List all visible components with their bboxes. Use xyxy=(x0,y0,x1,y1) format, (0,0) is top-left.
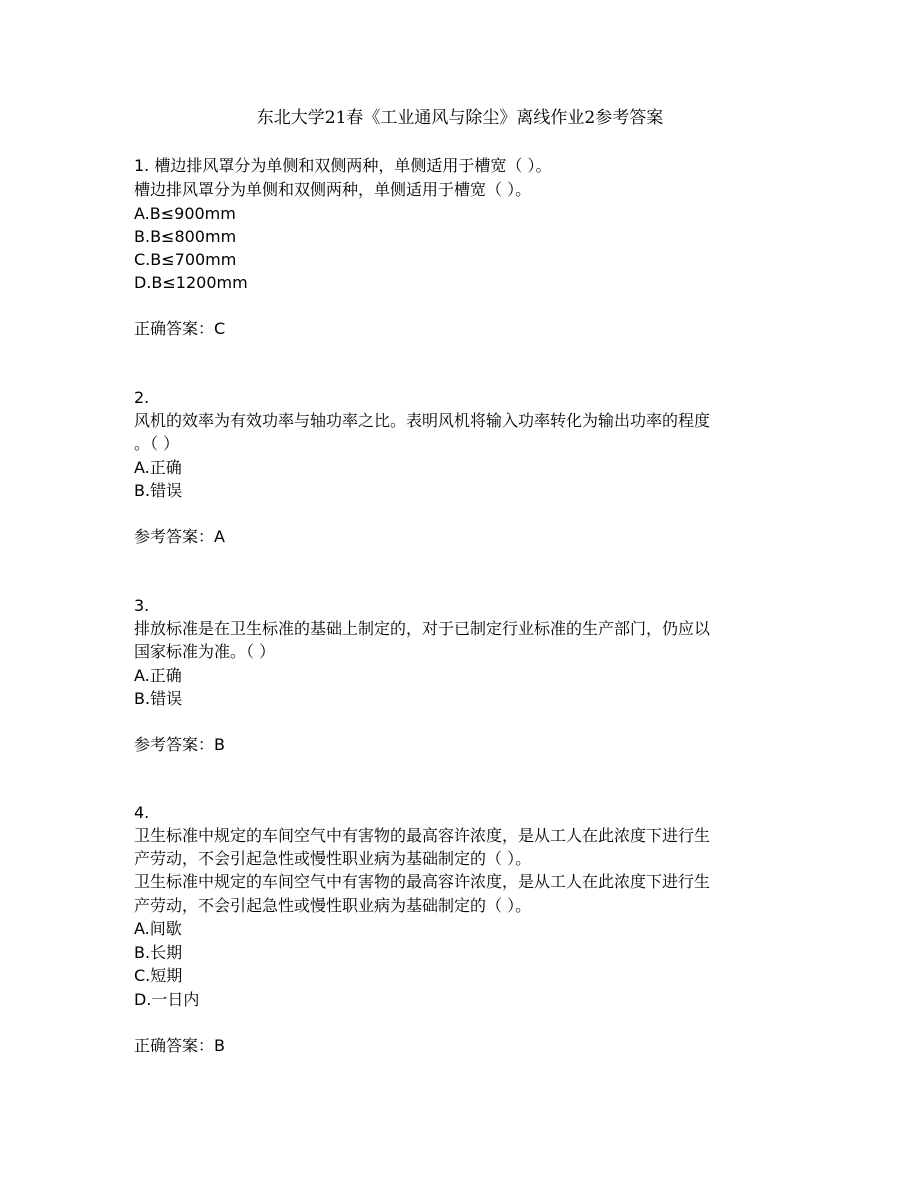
document-title: 东北大学21春《工业通风与除尘》离线作业2参考答案 xyxy=(256,108,664,128)
question-2-header: 2. xyxy=(134,388,150,407)
question-4-option-d: D.一日内 xyxy=(134,990,200,1009)
question-3-stem-line-1: 排放标准是在卫生标准的基础上制定的，对于已制定行业标准的生产部门，仍应以 xyxy=(134,619,711,638)
question-1-option-a: A.B≤900mm xyxy=(134,204,236,223)
question-2-option-b: B.错误 xyxy=(134,481,183,500)
question-1-header: 1. 槽边排风罩分为单侧和双侧两种，单侧适用于槽宽（ ）。 xyxy=(134,156,552,175)
question-1-option-c: C.B≤700mm xyxy=(134,250,237,269)
question-4-option-a: A.间歇 xyxy=(134,919,182,938)
question-2-option-a: A.正确 xyxy=(134,458,182,477)
question-2-stem-line-1: 风机的效率为有效功率与轴功率之比。表明风机将输入功率转化为输出功率的程度 xyxy=(134,411,711,430)
question-4-stem-line-2: 产劳动，不会引起急性或慢性职业病为基础制定的（ ）。 xyxy=(134,849,532,868)
question-4-option-b: B.长期 xyxy=(134,943,183,962)
question-3-stem-line-2: 国家标准为准。（ ） xyxy=(134,642,276,661)
question-4-option-c: C.短期 xyxy=(134,966,183,985)
question-4-stem-line-1: 卫生标准中规定的车间空气中有害物的最高容许浓度，是从工人在此浓度下进行生 xyxy=(134,826,711,845)
question-3-option-b: B.错误 xyxy=(134,689,183,708)
question-3-answer: 参考答案：B xyxy=(134,735,225,754)
question-1-stem-line-1: 槽边排风罩分为单侧和双侧两种，单侧适用于槽宽（ ）。 xyxy=(134,180,532,199)
question-3-header: 3. xyxy=(134,596,150,615)
question-2-answer: 参考答案：A xyxy=(134,527,225,546)
question-1-option-d: D.B≤1200mm xyxy=(134,273,248,292)
question-4-stem-line-3: 卫生标准中规定的车间空气中有害物的最高容许浓度，是从工人在此浓度下进行生 xyxy=(134,872,711,891)
question-4-answer: 正确答案：B xyxy=(134,1036,225,1055)
question-4-header: 4. xyxy=(134,803,150,822)
question-4-stem-line-4: 产劳动，不会引起急性或慢性职业病为基础制定的（ ）。 xyxy=(134,896,532,915)
question-1-option-b: B.B≤800mm xyxy=(134,227,237,246)
question-2-stem-line-2: 。（ ） xyxy=(134,434,180,453)
question-1-answer: 正确答案：C xyxy=(134,319,226,338)
question-3-option-a: A.正确 xyxy=(134,666,182,685)
